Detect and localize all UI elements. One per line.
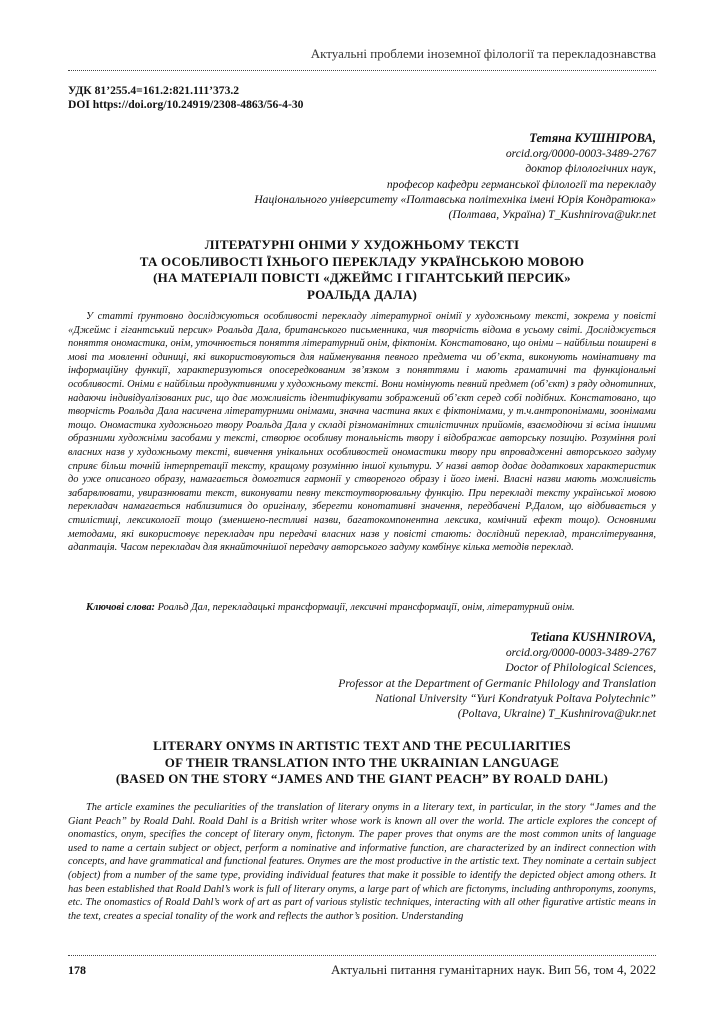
keywords-text-uk: Роальд Дал, перекладацькі трансформації, лексичні трансформації, онім, літературний онім. [157,602,575,613]
author-location-uk: (Полтава, Україна) T_Kushnirova@ukr.net [448,208,656,222]
title-line: ТА ОСОБЛИВОСТІ ЇХНЬОГО ПЕРЕКЛАДУ УКРАЇНСЬКОЮ МОВОЮ [139,253,585,269]
document-page [68,0,656,1024]
title-line: (BASED ON THE STORY “JAMES AND THE GIANT PEACH” BY ROALD DAHL) [115,771,609,787]
author-orcid-en[interactable]: orcid.org/0000-0003-3489-2767 [505,646,656,660]
author-degree-uk: доктор філологічних наук, [525,162,656,176]
author-university-uk: Національного університету «Полтавська політехніка імені Юрія Кондратюка» [254,192,656,206]
journal-citation: Актуальні питання гуманітарних наук. Вип 56, том 4, 2022 [330,962,656,977]
footer-divider [68,955,656,956]
header-divider [68,70,656,71]
title-line: ЛІТЕРАТУРНІ ОНІМИ У ХУДОЖНЬОМУ ТЕКСТІ [204,237,520,252]
title-line: OF THEIR TRANSLATION INTO THE UKRAINIAN LANGUAGE [164,754,560,770]
author-orcid-uk[interactable]: orcid.org/0000-0003-3489-2767 [505,147,656,161]
doi-link[interactable]: DOI https://doi.org/10.24919/2308-4863/56-4-30 [68,98,304,111]
author-position-uk: професор кафедри германської філології та перекладу [386,177,656,191]
abstract-en: The article examines the peculiarities of the translation of literary onyms in a literary text, in particular, in the story “James and the Giant Peach” by Roald Dahl. Roald Dahl is a British writer whose work is known all over the world. The article explores the concept of onomastics, onym, specifies the concept of literary onym, fictonym. The paper proves that onyms are the most common units of language used to name a certain subject or object, perform a nominative and informative function, are characterized by an indirect connection with concepts, and have grammatical and functional features. Onymes are the most productive in the artistic text. They nominate a certain subject (object) from a number of the same type, providing individual features that make it possible to identify the depicted object among others. It has been established that Roald Dahl’s work is full of literary onyms, a large part of which are fictonyms, including anthroponyms, zoonyms, etc. The onomastics of Roald Dahl’s work of art as part of various stylistic techniques, interacting with all other figurative artistic means in the text, creates a special tonality of the work and reflects the author’s position. Understanding [68,802,656,922]
abstract-uk: У статті ґрунтовно досліджуються особливості перекладу літературної онімії у художньому тексті, зокрема у повісті «Джеймс і гігантський персик» Роальда Дала, британського письменника, чия творчість відома в усьому світі. Досліджується поняття ономастика, онім, уточнюється поняття літературний онім, фіктонім. Констатовано, що оніми – найбільш поширені в мові та мовленні одиниці, які використовуються для найменування певного предмета чи об’єкта, виконують номінативну та інформаційну функції, характеризуються опосередкованим зв’язком з поняттями і мають граматичні та функціональні особливості. Оніми є найбільш продуктивними у художньому тексті. Вони номінують певний предмет (об’єкт) з ряду однотипних, надаючи індивідуалізованих рис, що дає можливість ідентифікувати зображений об’єкт серед собі подібних. Констатовано, що творчість Роальда Дала насичена літературними онімами, значна частина яких є фіктонімами, у т.ч.антропонімами, зоонімами тощо. Ономастика художнього твору Роальда Дала у складі різноманітних стилістичних прийомів, взаємодіючи зі всіма іншими образними художніми засобами у тексті, створює особливу тональність твору і відображає авторську позицію. Розуміння ролі власних назв у художньому тексті, вивчення унікальних особливостей ономастики твору при впровадженні авторського задуму сприяє більш точній інтерпретації тексту, кращому розумінню іншої культури. У назві автор додає додаткових характеристик до уже описаного образу, намагається домогтися гармонії у створеного образу і його імені. Власні назви мають можливість забарвлювати, увиразнювати текст, виконувати певну текстоутворювальну функцію. При перекладі тексту української мовою перекладач намагається наблизитися до оригіналу, зберегти конотативні значення, передбачені Р.Далом, що відбивається у стилістиці, лексикології тощо (зменшено-пестливі назви, багатокомпонентна лексика, комічний ефект тощо). Основними методами, які використовує перекладач при передачі власних назв у повісті стають: дослідний переклад, транслітерування, адаптація. Часом перекладач для якнайточнішої передачу авторського задуму комбінує кілька методів переклад. [68,311,656,554]
author-university-en: National University “Yuri Kondratyuk Poltava Polytechnic” [375,691,656,705]
title-line: (НА МАТЕРІАЛІ ПОВІСТІ «ДЖЕЙМС І ГІГАНТСЬКИЙ ПЕРСИК» [153,270,571,286]
title-line: РОАЛЬДА ДАЛА) [307,286,417,302]
author-block-en [338,630,656,721]
article-title-uk [68,237,656,303]
article-title-en [68,738,656,788]
author-name-en: Tetiana KUSHNIROVA, [530,630,656,644]
author-location-en: (Poltava, Ukraine) T_Kushnirova@ukr.net [457,707,656,721]
keywords-uk [68,601,656,615]
author-block-uk [254,131,656,222]
keywords-label-uk: Ключові слова: [86,602,155,613]
title-line: LITERARY ONYMS IN ARTISTIC TEXT AND THE PECULIARITIES [153,738,571,753]
article-identifiers [68,84,303,112]
author-degree-en: Doctor of Philological Sciences, [505,661,656,675]
running-header: Актуальні проблеми іноземної філології та перекладознавства [310,46,656,61]
page-number: 178 [68,963,86,977]
udc-code: УДК 81’255.4=161.2:821.111’373.2 [68,84,240,97]
author-position-en: Professor at the Department of Germanic Philology and Translation [338,676,656,690]
author-name-uk: Тетяна КУШНІРОВА, [529,131,656,145]
